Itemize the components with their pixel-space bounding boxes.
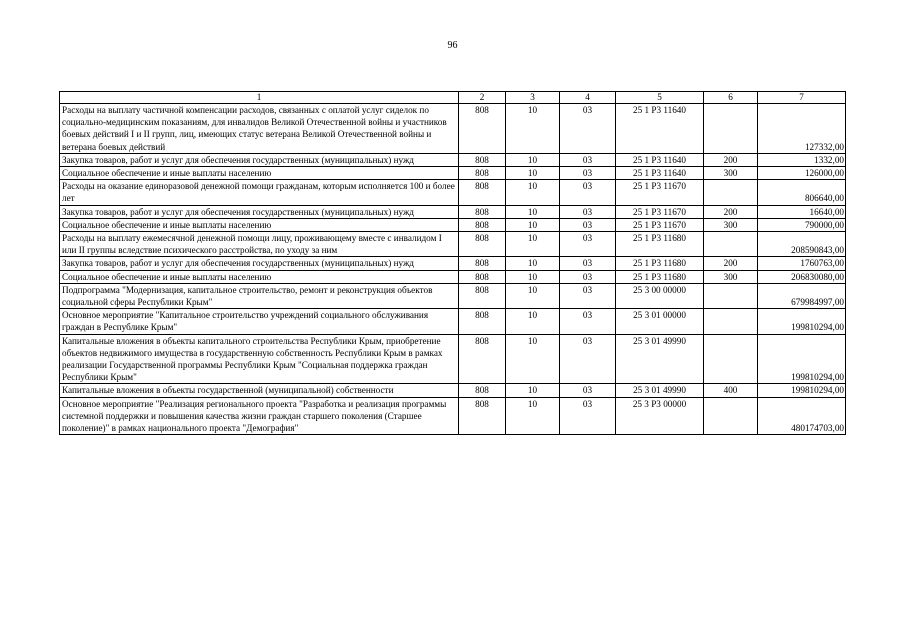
section-code: 10 <box>506 397 560 435</box>
header-cell: 3 <box>506 92 560 104</box>
ministry-code: 808 <box>459 153 506 166</box>
subsection-code: 03 <box>560 397 616 435</box>
expense-type-code: 200 <box>704 257 758 270</box>
ministry-code: 808 <box>459 232 506 257</box>
section-code: 10 <box>506 205 560 218</box>
table-row <box>60 180 846 205</box>
target-article-code: 25 3 01 49990 <box>616 384 704 397</box>
amount: 1332,00 <box>758 153 846 166</box>
table-row <box>60 384 846 397</box>
ministry-code: 808 <box>459 257 506 270</box>
target-article-code: 25 1 Р3 11640 <box>616 104 704 154</box>
target-article-code: 25 3 01 49990 <box>616 334 704 384</box>
ministry-code: 808 <box>459 218 506 231</box>
amount: 199810294,00 <box>758 334 846 384</box>
expense-type-code <box>704 334 758 384</box>
ministry-code: 808 <box>459 384 506 397</box>
row-description: Подпрограмма "Модернизация, капитальное строительство, ремонт и реконструкция объектов социальной сферы Республики Крым" <box>60 283 459 308</box>
header-cell: 4 <box>560 92 616 104</box>
budget-table <box>59 91 846 435</box>
subsection-code: 03 <box>560 270 616 283</box>
table-row <box>60 283 846 308</box>
target-article-code: 25 3 Р3 00000 <box>616 397 704 435</box>
subsection-code: 03 <box>560 218 616 231</box>
table-row <box>60 270 846 283</box>
table-row <box>60 334 846 384</box>
row-description: Социальное обеспечение и иные выплаты населению <box>60 270 459 283</box>
subsection-code: 03 <box>560 104 616 154</box>
ministry-code: 808 <box>459 283 506 308</box>
subsection-code: 03 <box>560 180 616 205</box>
target-article-code: 25 1 Р3 11640 <box>616 153 704 166</box>
ministry-code: 808 <box>459 167 506 180</box>
section-code: 10 <box>506 218 560 231</box>
target-article-code: 25 1 Р3 11680 <box>616 257 704 270</box>
subsection-code: 03 <box>560 334 616 384</box>
target-article-code: 25 1 Р3 11680 <box>616 232 704 257</box>
amount: 16640,00 <box>758 205 846 218</box>
target-article-code: 25 1 Р3 11680 <box>616 270 704 283</box>
row-description: Социальное обеспечение и иные выплаты населению <box>60 167 459 180</box>
ministry-code: 808 <box>459 104 506 154</box>
table-row <box>60 153 846 166</box>
table-row <box>60 309 846 334</box>
expense-type-code: 200 <box>704 205 758 218</box>
subsection-code: 03 <box>560 283 616 308</box>
section-code: 10 <box>506 167 560 180</box>
ministry-code: 808 <box>459 205 506 218</box>
table-header-row <box>60 92 846 104</box>
subsection-code: 03 <box>560 384 616 397</box>
amount: 199810294,00 <box>758 309 846 334</box>
section-code: 10 <box>506 104 560 154</box>
row-description: Закупка товаров, работ и услуг для обеспечения государственных (муниципальных) нужд <box>60 257 459 270</box>
row-description: Расходы на выплату ежемесячной денежной помощи лицу, проживающему вместе с инвалидом I или II группы вследствие психического расстройства, по уходу за ним <box>60 232 459 257</box>
row-description: Основное мероприятие "Реализация регионального проекта "Разработка и реализация программы системной поддержки и повышения качества жизни граждан старшего поколения (Старшее поколение)" в рамках национального проекта "Демография" <box>60 397 459 435</box>
ministry-code: 808 <box>459 270 506 283</box>
amount: 126000,00 <box>758 167 846 180</box>
expense-type-code: 300 <box>704 270 758 283</box>
target-article-code: 25 1 Р3 11670 <box>616 180 704 205</box>
page-number: 96 <box>447 40 458 51</box>
ministry-code: 808 <box>459 309 506 334</box>
row-description: Расходы на оказание единоразовой денежной помощи гражданам, которым исполняется 100 и более лет <box>60 180 459 205</box>
row-description: Расходы на выплату частичной компенсации расходов, связанных с оплатой услуг сиделок по социально-медицинским показаниям, для инвалидов Великой Отечественной войны и участников боевых действий I и II групп, лиц, имеющих статус ветерана Великой Отечественной войны и ветерана боевых действий <box>60 104 459 154</box>
subsection-code: 03 <box>560 153 616 166</box>
subsection-code: 03 <box>560 167 616 180</box>
ministry-code: 808 <box>459 397 506 435</box>
row-description: Закупка товаров, работ и услуг для обеспечения государственных (муниципальных) нужд <box>60 153 459 166</box>
table-row <box>60 167 846 180</box>
target-article-code: 25 3 01 00000 <box>616 309 704 334</box>
amount: 208590843,00 <box>758 232 846 257</box>
amount: 806640,00 <box>758 180 846 205</box>
row-description: Основное мероприятие "Капитальное строительство учреждений социального обслуживания граждан в Республике Крым" <box>60 309 459 334</box>
amount: 127332,00 <box>758 104 846 154</box>
amount: 206830080,00 <box>758 270 846 283</box>
section-code: 10 <box>506 257 560 270</box>
section-code: 10 <box>506 232 560 257</box>
table-row <box>60 218 846 231</box>
target-article-code: 25 1 Р3 11640 <box>616 167 704 180</box>
table-row <box>60 257 846 270</box>
table-row <box>60 232 846 257</box>
header-cell: 6 <box>704 92 758 104</box>
header-cell: 2 <box>459 92 506 104</box>
amount: 790000,00 <box>758 218 846 231</box>
expense-type-code <box>704 283 758 308</box>
row-description: Капитальные вложения в объекты государственной (муниципальной) собственности <box>60 384 459 397</box>
header-cell: 5 <box>616 92 704 104</box>
expense-type-code: 300 <box>704 167 758 180</box>
target-article-code: 25 1 Р3 11670 <box>616 218 704 231</box>
expense-type-code <box>704 397 758 435</box>
row-description: Капитальные вложения в объекты капитального строительства Республики Крым, приобретение объектов недвижимого имущества в государственную собственность Республики Крым в рамках реализации Государственной программы Республики Крым "Социальная поддержка граждан Республики Крым" <box>60 334 459 384</box>
expense-type-code: 200 <box>704 153 758 166</box>
table-row <box>60 397 846 435</box>
header-cell: 7 <box>758 92 846 104</box>
section-code: 10 <box>506 153 560 166</box>
table-row <box>60 205 846 218</box>
amount: 199810294,00 <box>758 384 846 397</box>
subsection-code: 03 <box>560 232 616 257</box>
expense-type-code <box>704 104 758 154</box>
target-article-code: 25 3 00 00000 <box>616 283 704 308</box>
amount: 1760763,00 <box>758 257 846 270</box>
amount: 480174703,00 <box>758 397 846 435</box>
section-code: 10 <box>506 270 560 283</box>
row-description: Социальное обеспечение и иные выплаты населению <box>60 218 459 231</box>
expense-type-code: 300 <box>704 218 758 231</box>
expense-type-code <box>704 180 758 205</box>
row-description: Закупка товаров, работ и услуг для обеспечения государственных (муниципальных) нужд <box>60 205 459 218</box>
section-code: 10 <box>506 384 560 397</box>
section-code: 10 <box>506 180 560 205</box>
expense-type-code <box>704 232 758 257</box>
subsection-code: 03 <box>560 309 616 334</box>
target-article-code: 25 1 Р3 11670 <box>616 205 704 218</box>
expense-type-code <box>704 309 758 334</box>
section-code: 10 <box>506 309 560 334</box>
ministry-code: 808 <box>459 334 506 384</box>
expense-type-code: 400 <box>704 384 758 397</box>
ministry-code: 808 <box>459 180 506 205</box>
header-cell: 1 <box>60 92 459 104</box>
section-code: 10 <box>506 334 560 384</box>
table-row <box>60 104 846 154</box>
subsection-code: 03 <box>560 257 616 270</box>
amount: 679984997,00 <box>758 283 846 308</box>
section-code: 10 <box>506 283 560 308</box>
subsection-code: 03 <box>560 205 616 218</box>
